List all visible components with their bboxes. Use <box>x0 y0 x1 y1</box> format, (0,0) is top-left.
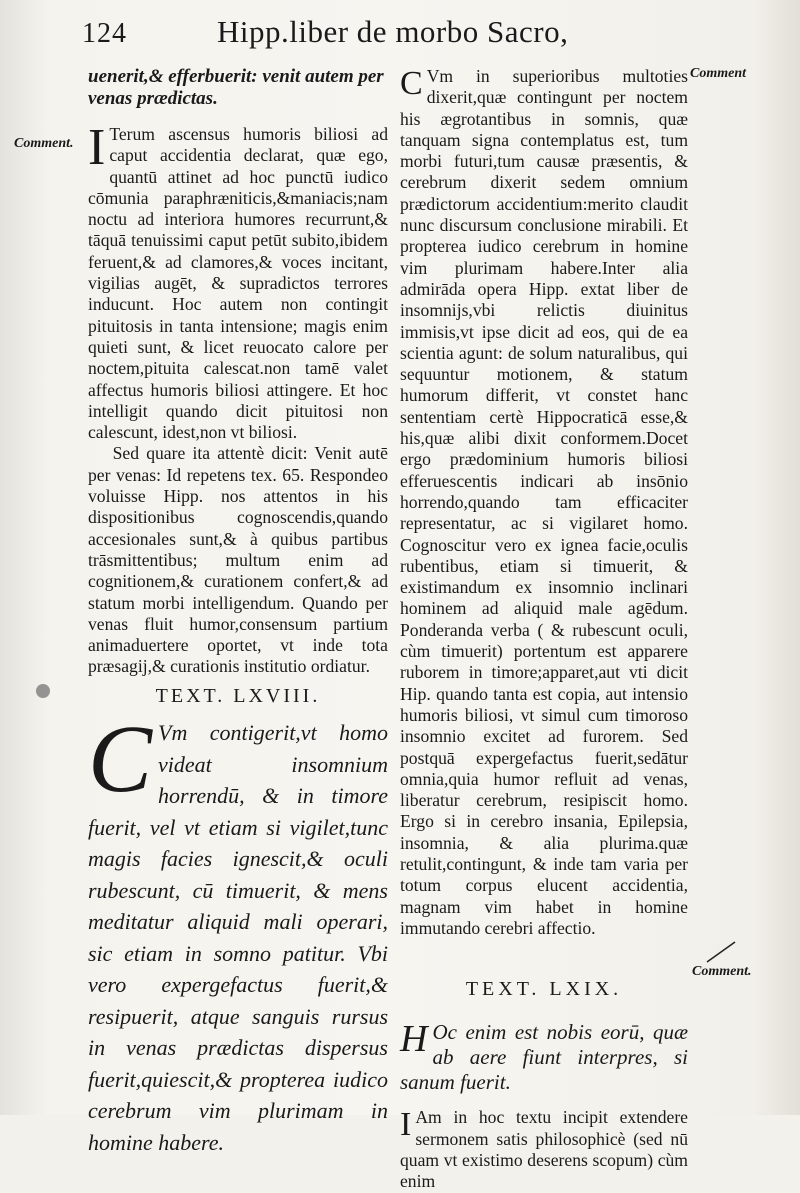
margin-note-comment-right-top: Comment <box>690 66 747 81</box>
text-heading-lxix: TEXT. LXIX. <box>465 978 623 1001</box>
drop-cap-c-large: C <box>88 705 153 813</box>
drop-cap-c: C <box>400 65 423 102</box>
margin-note-comment-right-bottom: Comment. <box>692 964 752 979</box>
text-lxix-body <box>400 1020 688 1095</box>
right-paragraph-2-text: Am in hoc textu incipit extendere sermonem satis philosophicè (sed nū quam vt existimo deserens scopum) cùm enim <box>400 1107 688 1192</box>
text-lxviii-body <box>88 705 388 1158</box>
left-paragraph-1-text: Terum ascensus humoris biliosi ad caput accidentia declarat, quæ ego, quantū attinet ad hoc punctū iudico cōmunia paraphræniticis,&maniacis;nam noctu ad interiora humores recurrunt,& tāquā tenuissimi caput petūt subito,ibidem feruent,& ad clamores,& voces incitant, vigilias augēt, & supradictos terrores inducunt. Hoc autem non contingit pituitosis in tanta intensione; magis enim quieti sunt, & licet reuocato calore per noctem,pituita calescat.non tamē valet affectus humoris biliosi attingere. Et hoc intelligit quando dicit pituitosi non calescunt, idest,non vt biliosi. <box>88 124 388 443</box>
margin-note-comment-left: Comment. <box>14 136 74 151</box>
drop-cap-h: H <box>400 1018 428 1061</box>
drop-cap-i-right: I <box>400 1106 412 1144</box>
running-title: Hipp.liber de morbo Sacro, <box>217 14 569 49</box>
right-paragraph-2 <box>400 1107 688 1192</box>
page-header <box>82 10 642 54</box>
text-heading-lxviii: TEXT. LXVIII. <box>155 684 321 707</box>
left-column <box>88 66 388 1158</box>
right-paragraph-1 <box>400 66 688 939</box>
text-lxix-text: Oc enim est nobis eorū, quæ ab aere fiunt interpres, si sanum fuerit. <box>400 1020 688 1095</box>
ink-blot <box>36 684 50 698</box>
left-paragraph-1 <box>88 119 388 443</box>
left-lemma: uenerit,& efferbuerit: venit autem per venas prædictas. <box>88 66 384 109</box>
pen-mark-icon <box>705 938 739 964</box>
drop-cap-i: I <box>88 119 106 176</box>
right-paragraph-1-text: Vm in superioribus multoties dixerit,quæ contingunt per noctem his ægrotantibus in somnis, quæ tanquam signa contemplatus est, tum morbi futuri,tum causæ præsentis, & cerebrum dixerit sedem omnium prædictorum accidentium:merito claudit nunc discursum conclusione mirabili. Et propterea iudico cerebrum in homine vim plurimam habere.Inter alia admirāda opera Hipp. extat liber de insomnijs,vbi relictis diuinitus immisis,vt ipse dicit ad eos, qui de ea scientia agunt: de solum naturalibus, qui sequuntur motionem, & statum humorum differit, vt constet hanc sententiam certè Hippocraticā esse,& his,quæ alibi dixit conformem.Docet ergo prædominium humoris biliosi efferuescentis indicari ab insōnio horrendo,quando tam efficaciter representatur, ac si vigilaret homo. Cognoscitur vero ex ignea facie,oculis rubentibus, etiam si timuerit, & existimandum ex insomnio inclinari hominem ad aliquid male agēdum. Ponderanda verba ( & rubescunt oculi, cùm timuerit) portentum est apparere ruborem in timore;apparet,aut vti dicit Hip. quando tanta est copia, aut intensio humoris biliosi, vt simul cum timoroso insomnio excitet ad furorem. Sed postquā expergefactus fuerit,sedātur omnia,quia humor refluit ad venas, liberatur cerebrum, resipiscit homo. Ergo si in cerebro insania, Epilepsia, insomnia, & alia plurima.quæ retulit,contingunt, & inde tam varia per totum corpus elucent accidentia, magnam vim habet in homine immutando cerebri affectio. <box>400 66 688 938</box>
page-number: 124 <box>82 18 127 49</box>
text-lxviii-text: Vm contigerit,vt homo videat insomnium horrendū, & in timore fuerit, vel vt etiam si vigilet,tunc magis facies ignescit,& oculi rubescunt, cū timuerit, & mens meditatur aliquid mali operari, sic etiam in somno patitur. Vbi vero expergefactus fuerit,& resipuerit, atque sanguis rursus in venas prædictas dispersus fuerit,quiescit,& propterea iudico cerebrum vim plurimam in homine habere. <box>88 720 388 1155</box>
right-column <box>400 66 688 1193</box>
left-paragraph-2: Sed quare ita attentè dicit: Venit autē per venas: Id repetens tex. 65. Respondeo voluisse Hipp. nos attentos in his dispositionibus cognoscendis,quando accesionales sunt,& à quibus partibus trāsmittentibus; multum enim ad cognitionem,& curationem confert,& ad statum morbi intelligendum. Quando per venas fluit humor,consensum partium animaduertere oportet, vt inde tota præsagij,& curationis institutio ordiatur. <box>88 443 388 677</box>
